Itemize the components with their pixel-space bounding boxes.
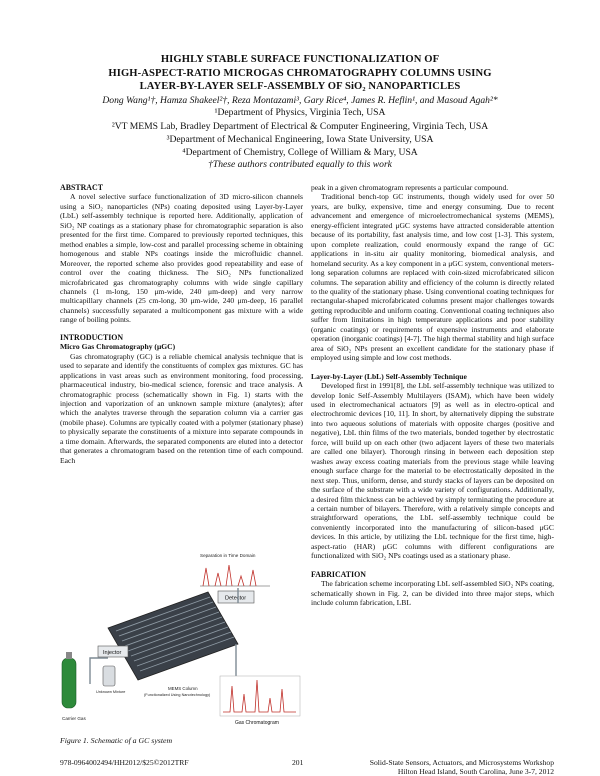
label-injector: Injector	[103, 650, 122, 656]
right-column	[311, 183, 554, 607]
left-column	[60, 183, 303, 465]
abstract-heading: ABSTRACT	[60, 183, 103, 192]
label-gas-chromatogram: Gas Chromatogram	[235, 720, 279, 726]
affiliation-4: ⁴Department of Chemistry, College of William & Mary, USA	[182, 147, 418, 158]
footer-conference-name: Solid-State Sensors, Actuators, and Microsystems Workshop	[369, 758, 554, 767]
label-mems-functionalized: (Functionalized Using Nanotechnology)	[144, 693, 211, 697]
title-line-3: LAYER-BY-LAYER SELF-ASSEMBLY OF SiO₂ NANOPARTICLES	[139, 81, 461, 92]
label-mems-column: MEMS Column	[168, 686, 198, 691]
lbl-text: Developed first in 1991[8], the LbL self-assembly technique was utilized to develop Ionic Self-Assembly Multilayers (ISAM), which have been widely used in electromechanical actuators [9] as well as in electro-optical and electrochromic devices [10, 11]. In short, by alternatively dipping the substrate into two aqueous solutions of materials with opposite charges (positive and negative), LbL thin films of the two materials, bonded together by electrostatic force, will build up on each other (two adjacent layers of these two materials are called one bilayer). Thorough rinsing in between each deposition step washes away excess coating materials from the previous stage while leaving enough surface charge for the material to be electrostatically deposited in the next step. Thus, uniform, dense, and sturdy stacks of layers can be deposited on the surface of the substrate with a wide variety of configurations. Additionally, a desired film thickness can be achieved by simply terminating the procedure at a certain number of bilayers. Therefore, with a relatively simple concepts and straightforward operations, the LbL self-assembly technique could be conveniently incorporated into the manufacturing of silicon-based μGC devices. In this article, by utilizing the LbL technique for the first time, high-aspect-ratio (HAR) μGC columns with different configurations are functionalized with SiO₂ NPs coatings used as a stationary phase.	[311, 381, 554, 561]
mems-column-chip	[108, 592, 238, 680]
lbl-heading: Layer-by-Layer (LbL) Self-Assembly Technique	[311, 371, 467, 381]
author-list: Dong Wang¹†, Hamza Shakeel²†, Reza Montazami³, Gary Rice⁴, James R. Heflin¹, and Masoud Agah²*	[102, 95, 498, 106]
affiliation-3: ³Department of Mechanical Engineering, Iowa State University, USA	[166, 134, 434, 145]
footer-conference-location: Hilton Head Island, South Carolina, June 3-7, 2012	[397, 767, 554, 776]
introduction-text: Gas chromatography (GC) is a reliable chemical analysis technique that is used to separate and identify the constituents of complex gas mixtures. GC has applications in vast areas such as environment monitoring, food processing, pharmaceutical industry, bio-medical science, forensic and trace analysis. A chromatographic process (schematically shown in Fig. 1) starts with the injection and vaporization of an unknown sample mixture (analytes); after which the analytes traverse through the separation column via a carrier gas (mobile phase). Columns are typically coated with a polymer (stationary phase) to physically separate the constituents of a mixture into separate compounds in a time domain. Afterwards, the separated components are eluted into a detector that generates a chromatogram based on the retention time of each compound. Each	[60, 351, 303, 465]
sample-vial	[103, 666, 115, 686]
abstract-text: A novel selective surface functionalization of 3D micro-silicon channels using a SiO₂ nanoparticles (NPs) coating deposited using Layer-by-Layer (LbL) self-assembly technique is reported here. Additionally, application of SiO₂ NP coatings as a stationary phase for chromatographic separation is also presented for the first time. Compared to previously reported techniques, this method enables a simple, low-cost and parallel processing scheme in obtaining homogenous and stable NPs coatings inside the microfluidic channel. Moreover, the reported scheme also provides good repeatability and ease of control over the coating thickness. The SiO₂ NPs functionalized microfabricated gas chromatography columns with wide single capillary channels (1 m-long, 150 μm-wide, 240 μm-deep) and very narrow multicapillary channels (25 cm-long, 30 μm-wide, 240 μm-deep, 16 parallel channels) successfully separated a multicomponent gas mixture with a wide range of boiling points.	[60, 192, 303, 325]
label-carrier-gas: Carrier Gas	[62, 716, 86, 721]
paper-title	[40, 53, 560, 94]
figure-1-caption: Figure 1. Schematic of a GC system	[60, 736, 173, 745]
introduction-heading: INTRODUCTION	[60, 332, 124, 342]
separation-peaks	[200, 565, 270, 586]
affiliation-1: ¹Department of Physics, Virginia Tech, USA	[214, 107, 386, 118]
chromatogram-peak-text: peak in a given chromatogram represents a particular compound.	[311, 183, 509, 192]
fabrication-text: The fabrication scheme incorporating LbL self-assembled SiO₂ NPs coating, schematically shown in Fig. 2, can be divided into three major steps, which include column fabrication, LBL	[311, 579, 554, 608]
label-separation: Separation in Time Domain	[200, 553, 256, 558]
carrier-gas-cylinder	[62, 658, 76, 708]
footer-page-number: 201	[292, 758, 304, 767]
author-note: †These authors contributed equally to this work	[208, 159, 392, 170]
affiliation-2: ²VT MEMS Lab, Bradley Department of Electrical & Computer Engineering, Virginia Tech, USA	[111, 121, 489, 132]
gas-chromatogram-plot	[220, 676, 300, 716]
title-line-1: HIGHLY STABLE SURFACE FUNCTIONALIZATION OF	[160, 54, 440, 65]
micro-gc-subheading: Micro Gas Chromatography (μGC)	[60, 342, 176, 352]
footer-conference	[330, 758, 554, 776]
label-unknown-mixture: Unknown Mixture	[96, 690, 126, 694]
figure-gc-schematic	[60, 548, 303, 731]
label-detector: Detector	[225, 595, 247, 602]
traditional-gc-text: Traditional bench-top GC instruments, though widely used for over 50 years, are bulky, expensive, time and energy consuming. Due to recent advancement and emergence of microelectromechanical systems (MEMS), energy-efficient integrated μGC systems have attracted considerable attention because of its portability, fast analysis time, and low cost [1-3]. This system, upon complete realization, could enormously expand the range of GC applications in in-situ air quality monitoring, biomedical analysis, and homeland security. As a key component in a μGC system, conventional meters-long separation columns are replaced with coin-sized microfabricated silicon columns. The separation ability and efficiency of the column is directly related to the quality of the stationary phase. Using conventional coating techniques for rectangular-shaped microfabricated columns present major challenges towards getting reproducible and uniform coating. Conventional coating techniques also suffer from limitations in high temperature applications and poor stability (organic coatings) or requirements of expensive instruments and elaborate operation (inorganic coatings) [4-7]. The high thermal stability and high surface area of SiO₂ NPs present an excellent candidate for the stationary phase if employed using simple and low cost methods.	[311, 192, 554, 363]
footer-isbn: 978-0964002494/HH2012/$25©2012TRF	[60, 758, 189, 767]
title-line-2: HIGH-ASPECT-RATIO MICROGAS CHROMATOGRAPHY COLUMNS USING	[108, 67, 492, 79]
fabrication-heading: FABRICATION	[311, 569, 366, 579]
